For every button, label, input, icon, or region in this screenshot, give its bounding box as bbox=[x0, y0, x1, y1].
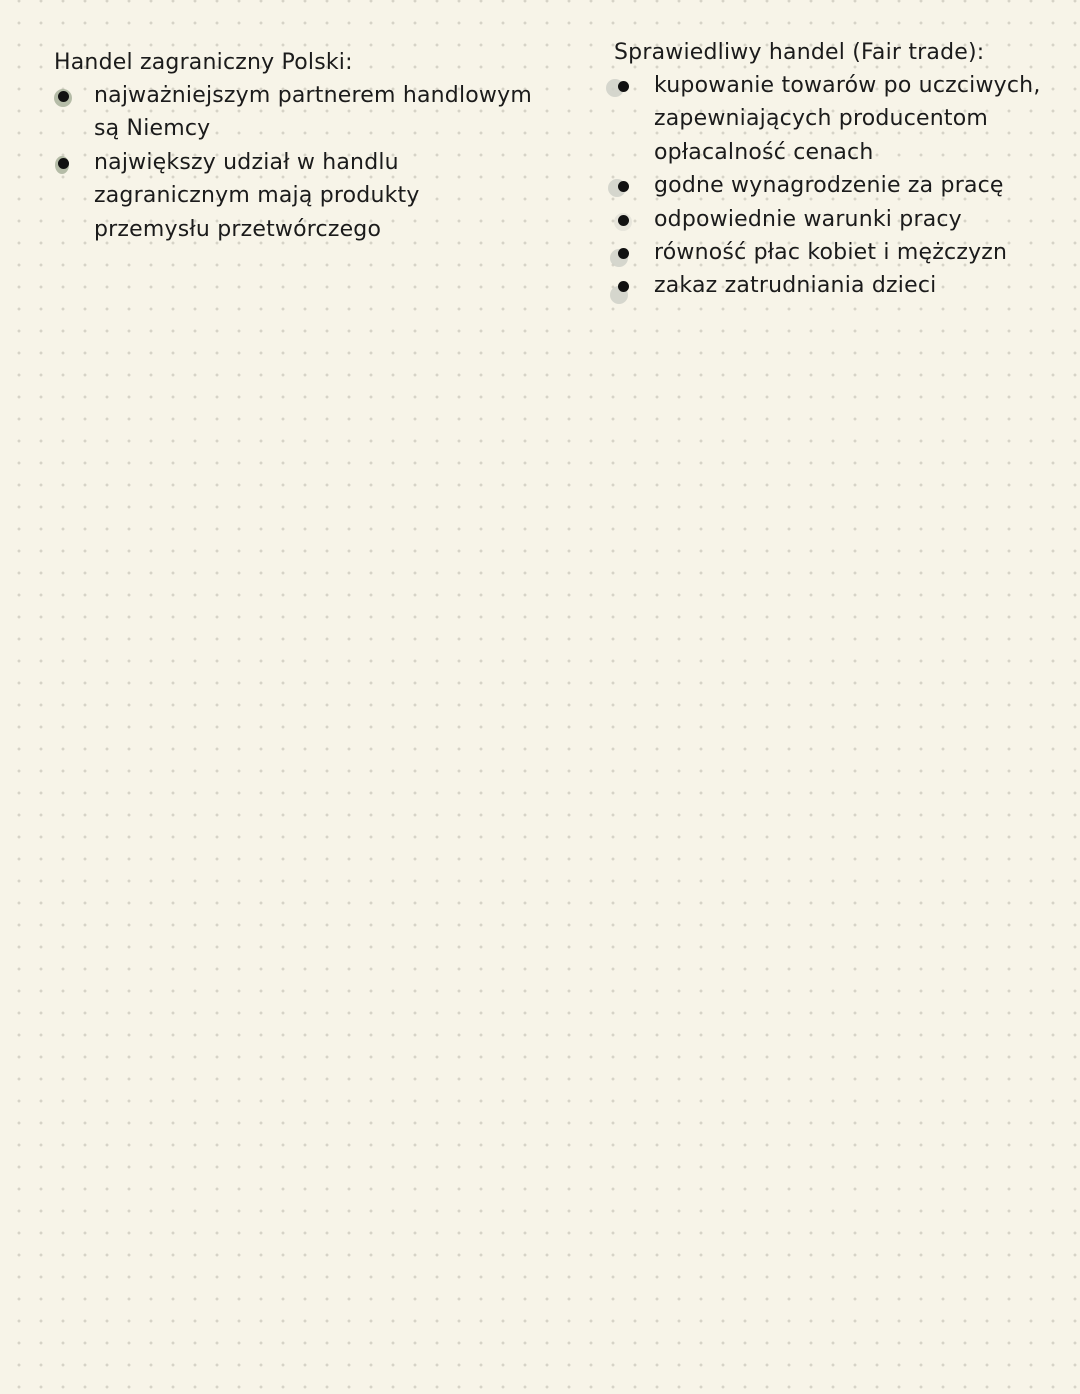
list-item bbox=[614, 69, 1054, 169]
list-item-text: równość płac kobiet i mężczyzn bbox=[654, 240, 1008, 266]
bullet-icon bbox=[54, 86, 74, 108]
section-heading-foreign-trade: Handel zagraniczny Polski: bbox=[54, 50, 353, 75]
foreign-trade-list bbox=[54, 79, 534, 246]
bullet-icon bbox=[614, 210, 634, 232]
section-heading-fair-trade: Sprawiedliwy handel (Fair trade): bbox=[614, 40, 985, 65]
bullet-icon bbox=[614, 243, 634, 265]
list-item-text: odpowiednie warunki pracy bbox=[654, 206, 962, 232]
list-item bbox=[54, 79, 534, 146]
list-item-text: zakaz zatrudniania dzieci bbox=[654, 273, 937, 299]
bullet-icon bbox=[614, 276, 634, 298]
list-item bbox=[614, 203, 1054, 236]
bullet-icon bbox=[614, 76, 634, 98]
list-item-text: największy udział w handlu zagranicznym mają produkty przemysłu przetwórczego bbox=[94, 149, 420, 242]
fair-trade-list bbox=[614, 69, 1054, 303]
bullet-icon bbox=[54, 153, 74, 175]
list-item-text: najważniejszym partnerem handlowym są Niemcy bbox=[94, 83, 532, 142]
fair-trade-section bbox=[614, 36, 1054, 303]
trade-poland-section bbox=[54, 46, 534, 246]
list-item-text: godne wynagrodzenie za pracę bbox=[654, 173, 1004, 199]
list-item bbox=[54, 146, 534, 246]
list-item bbox=[614, 236, 1054, 269]
list-item-text: kupowanie towarów po uczciwych, zapewniających producentom opłacalność cenach bbox=[654, 73, 1041, 165]
list-item bbox=[614, 169, 1054, 202]
bullet-icon bbox=[614, 176, 634, 198]
list-item bbox=[614, 269, 1054, 302]
